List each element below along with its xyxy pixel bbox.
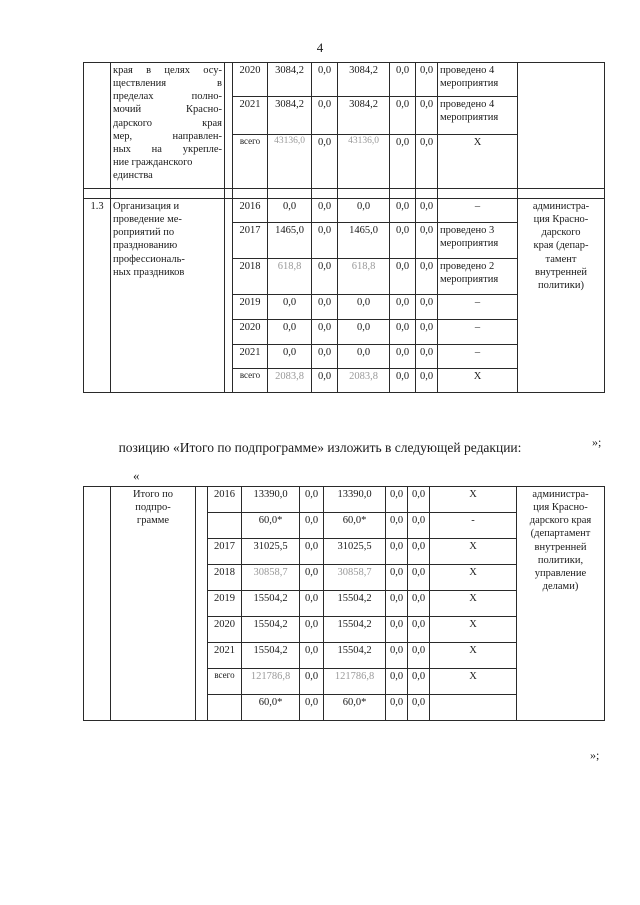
measure-description-cell: Организация и проведение ме- роприятий по празднованию профессиональ- ных праздников [111, 199, 225, 393]
spacer-cell [225, 199, 233, 393]
row-number-cell [84, 63, 111, 189]
total-cell: 15504,2 [242, 617, 300, 643]
local-cell: 0,0 [386, 591, 408, 617]
local-cell: 0,0 [386, 643, 408, 669]
total-cell: 0,0 [268, 345, 312, 369]
regional-cell: 30858,7 [324, 565, 386, 591]
federal-cell: 0,0 [312, 259, 338, 295]
local-cell: 0,0 [390, 259, 416, 295]
total-cell: 3084,2 [268, 97, 312, 135]
local-cell: 0,0 [390, 223, 416, 259]
table-row [84, 63, 605, 97]
local-cell: 0,0 [390, 63, 416, 97]
federal-cell: 0,0 [300, 513, 324, 539]
year-cell: всего [233, 135, 268, 189]
result-cell: проведено 2 мероприятия [438, 259, 518, 295]
regional-cell: 0,0 [338, 345, 390, 369]
federal-cell: 0,0 [312, 369, 338, 393]
spacer-cell [225, 63, 233, 189]
instruction-text: позицию «Итого по подпрограмме» изложить в следующей редакции: [118, 440, 522, 455]
regional-cell: 0,0 [338, 295, 390, 320]
local-cell: 0,0 [386, 669, 408, 695]
year-cell: 2018 [233, 259, 268, 295]
extra-budget-cell: 0,0 [408, 695, 430, 721]
year-cell: 2020 [208, 617, 242, 643]
federal-cell: 0,0 [300, 617, 324, 643]
extra-budget-cell: 0,0 [408, 565, 430, 591]
total-cell: 15504,2 [242, 643, 300, 669]
closing-quote: »; [592, 435, 602, 449]
extra-budget-cell: 0,0 [416, 345, 438, 369]
result-cell: – [438, 345, 518, 369]
federal-cell: 0,0 [300, 643, 324, 669]
extra-budget-cell: 0,0 [416, 295, 438, 320]
local-cell: 0,0 [386, 513, 408, 539]
extra-budget-cell: 0,0 [416, 97, 438, 135]
year-cell: 2017 [208, 539, 242, 565]
local-cell: 0,0 [386, 695, 408, 721]
total-cell: 0,0 [268, 320, 312, 345]
local-cell: 0,0 [386, 565, 408, 591]
result-cell: X [430, 617, 517, 643]
federal-cell: 0,0 [300, 565, 324, 591]
total-cell: 30858,7 [242, 565, 300, 591]
total-cell: 13390,0 [242, 487, 300, 513]
local-cell: 0,0 [390, 295, 416, 320]
federal-cell: 0,0 [312, 63, 338, 97]
total-cell: 15504,2 [242, 591, 300, 617]
local-cell: 0,0 [386, 539, 408, 565]
table-spacer-row [84, 189, 605, 199]
extra-budget-cell: 0,0 [416, 369, 438, 393]
year-cell: 2021 [233, 345, 268, 369]
program-table-continuation [83, 62, 605, 393]
year-cell: 2016 [208, 487, 242, 513]
measure-description-cell: края в целях осу- ществления в пределах полно- мочий Красно- дарского края мер, направлен- ных на укрепле- ние гражданского единства [111, 63, 225, 189]
year-cell: 2017 [233, 223, 268, 259]
total-cell: 0,0 [268, 199, 312, 223]
extra-budget-cell: 0,0 [416, 259, 438, 295]
regional-cell: 15504,2 [324, 591, 386, 617]
result-cell [430, 695, 517, 721]
year-cell [208, 695, 242, 721]
result-cell: - [430, 513, 517, 539]
federal-cell: 0,0 [312, 97, 338, 135]
extra-budget-cell: 0,0 [408, 487, 430, 513]
federal-cell: 0,0 [312, 320, 338, 345]
result-cell: X [438, 135, 518, 189]
table-row [84, 487, 605, 513]
result-cell: X [430, 643, 517, 669]
total-cell: 0,0 [268, 295, 312, 320]
page-number: 4 [316, 40, 324, 55]
total-label-cell: Итого по подпро- грамме [111, 487, 196, 721]
executor-cell: администра- ция Красно- дарского края (депар- тамент внутренней политики) [518, 199, 605, 393]
regional-cell: 60,0* [324, 513, 386, 539]
closing-quote: »; [590, 748, 600, 762]
result-cell: проведено 4 мероприятия [438, 97, 518, 135]
year-cell: 2016 [233, 199, 268, 223]
federal-cell: 0,0 [300, 487, 324, 513]
extra-budget-cell: 0,0 [416, 135, 438, 189]
extra-budget-cell: 0,0 [408, 669, 430, 695]
total-cell: 121786,8 [242, 669, 300, 695]
regional-cell: 2083,8 [338, 369, 390, 393]
regional-cell: 60,0* [324, 695, 386, 721]
extra-budget-cell: 0,0 [416, 223, 438, 259]
local-cell: 0,0 [386, 487, 408, 513]
local-cell: 0,0 [386, 617, 408, 643]
extra-budget-cell: 0,0 [408, 539, 430, 565]
extra-budget-cell: 0,0 [416, 63, 438, 97]
local-cell: 0,0 [390, 135, 416, 189]
result-cell: – [438, 320, 518, 345]
federal-cell: 0,0 [300, 591, 324, 617]
year-cell: всего [233, 369, 268, 393]
opening-quote: « [133, 468, 140, 483]
local-cell: 0,0 [390, 97, 416, 135]
year-cell: всего [208, 669, 242, 695]
extra-budget-cell: 0,0 [408, 513, 430, 539]
total-cell: 60,0* [242, 513, 300, 539]
local-cell: 0,0 [390, 320, 416, 345]
year-cell: 2019 [208, 591, 242, 617]
row-number-cell [84, 487, 111, 721]
year-cell: 2019 [233, 295, 268, 320]
regional-cell: 1465,0 [338, 223, 390, 259]
total-cell: 43136,0 [268, 135, 312, 189]
total-cell: 618,8 [268, 259, 312, 295]
year-cell: 2018 [208, 565, 242, 591]
result-cell: X [430, 487, 517, 513]
regional-cell: 43136,0 [338, 135, 390, 189]
regional-cell: 31025,5 [324, 539, 386, 565]
extra-budget-cell: 0,0 [408, 643, 430, 669]
result-cell: X [438, 369, 518, 393]
total-cell: 31025,5 [242, 539, 300, 565]
result-cell: – [438, 295, 518, 320]
extra-budget-cell: 0,0 [416, 199, 438, 223]
executor-cell [518, 63, 605, 189]
total-cell: 2083,8 [268, 369, 312, 393]
year-cell: 2020 [233, 63, 268, 97]
subprogram-total-table [83, 486, 605, 721]
local-cell: 0,0 [390, 369, 416, 393]
federal-cell: 0,0 [300, 669, 324, 695]
local-cell: 0,0 [390, 345, 416, 369]
extra-budget-cell: 0,0 [408, 591, 430, 617]
regional-cell: 0,0 [338, 320, 390, 345]
year-cell [208, 513, 242, 539]
total-cell: 3084,2 [268, 63, 312, 97]
regional-cell: 618,8 [338, 259, 390, 295]
regional-cell: 121786,8 [324, 669, 386, 695]
federal-cell: 0,0 [312, 345, 338, 369]
extra-budget-cell: 0,0 [416, 320, 438, 345]
extra-budget-cell: 0,0 [408, 617, 430, 643]
result-cell: X [430, 539, 517, 565]
regional-cell: 15504,2 [324, 643, 386, 669]
federal-cell: 0,0 [312, 199, 338, 223]
regional-cell: 3084,2 [338, 63, 390, 97]
regional-cell: 0,0 [338, 199, 390, 223]
row-number-cell: 1.3 [84, 199, 111, 393]
result-cell: X [430, 669, 517, 695]
spacer-cell [196, 487, 208, 721]
result-cell: X [430, 591, 517, 617]
total-cell: 1465,0 [268, 223, 312, 259]
federal-cell: 0,0 [312, 135, 338, 189]
result-cell: проведено 3 мероприятия [438, 223, 518, 259]
local-cell: 0,0 [390, 199, 416, 223]
federal-cell: 0,0 [312, 295, 338, 320]
total-cell: 60,0* [242, 695, 300, 721]
federal-cell: 0,0 [300, 695, 324, 721]
regional-cell: 3084,2 [338, 97, 390, 135]
regional-cell: 13390,0 [324, 487, 386, 513]
table-row [84, 199, 605, 223]
regional-cell: 15504,2 [324, 617, 386, 643]
year-cell: 2021 [233, 97, 268, 135]
year-cell: 2021 [208, 643, 242, 669]
federal-cell: 0,0 [300, 539, 324, 565]
result-cell: X [430, 565, 517, 591]
federal-cell: 0,0 [312, 223, 338, 259]
executor-cell: администра- ция Красно- дарского края (департамент внутренней политики, управление делами) [517, 487, 605, 721]
result-cell: – [438, 199, 518, 223]
year-cell: 2020 [233, 320, 268, 345]
result-cell: проведено 4 мероприятия [438, 63, 518, 97]
